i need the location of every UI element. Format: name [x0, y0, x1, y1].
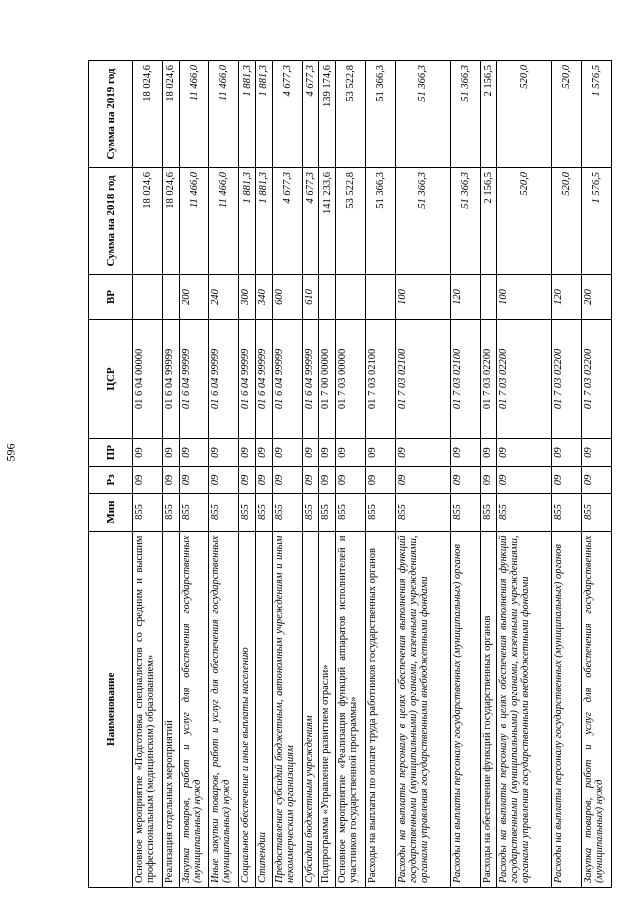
cell-sum-2019: 51 366,3: [450, 61, 480, 168]
cell-rz: 09: [133, 467, 163, 493]
cell-csr: 01 6 04 99999: [272, 320, 302, 439]
cell-sum-2019: 11 466,0: [209, 61, 239, 168]
cell-csr: 01 7 03 00000: [336, 320, 366, 439]
cell-name: Стипендии: [256, 531, 273, 887]
table-row: [395, 61, 450, 888]
cell-rz: 09: [239, 467, 256, 493]
cell-vr: [162, 274, 179, 319]
cell-sum-2019: 53 522,8: [336, 61, 366, 168]
table-row: [209, 61, 239, 888]
cell-pr: 09: [302, 438, 319, 467]
cell-csr: 01 7 03 02200: [552, 320, 582, 439]
cell-csr: 01 6 04 99999: [162, 320, 179, 439]
cell-csr: 01 6 04 99999: [256, 320, 273, 439]
cell-sum-2018: 51 366,3: [365, 167, 395, 274]
cell-name: Иные закупки товаров, работ и услуг для обеспечения государственных (муниципальных) нужд: [209, 531, 239, 887]
cell-sum-2018: 11 466,0: [179, 167, 209, 274]
cell-sum-2019: 51 366,3: [365, 61, 395, 168]
cell-sum-2019: 520,0: [497, 61, 552, 168]
cell-sum-2019: 1 881,3: [239, 61, 256, 168]
cell-sum-2018: 2 156,5: [480, 167, 497, 274]
cell-rz: 09: [179, 467, 209, 493]
table-row: [480, 61, 497, 888]
cell-sum-2019: 4 677,3: [272, 61, 302, 168]
cell-vr: [319, 274, 336, 319]
cell-sum-2018: 11 466,0: [209, 167, 239, 274]
cell-min: 855: [133, 493, 163, 531]
cell-vr: 200: [582, 274, 612, 319]
cell-min: 855: [302, 493, 319, 531]
cell-csr: 01 6 04 99999: [239, 320, 256, 439]
table-body: [133, 61, 612, 888]
cell-pr: 09: [162, 438, 179, 467]
header-min: Мин: [89, 493, 133, 531]
cell-rz: 09: [319, 467, 336, 493]
cell-pr: 09: [365, 438, 395, 467]
table-row: [336, 61, 366, 888]
table-header-row: [89, 61, 133, 888]
cell-name: Расходы на обеспечение функций государственных органов: [480, 531, 497, 887]
cell-name: Расходы на выплаты по оплате труда работников государственных органов: [365, 531, 395, 887]
cell-rz: 09: [395, 467, 450, 493]
cell-sum-2018: 1 576,5: [582, 167, 612, 274]
table-row: [256, 61, 273, 888]
header-pr: ПР: [89, 438, 133, 467]
cell-pr: 09: [319, 438, 336, 467]
cell-name: Реализация отдельных мероприятий: [162, 531, 179, 887]
cell-pr: 09: [450, 438, 480, 467]
table-row: [239, 61, 256, 888]
table-row: [552, 61, 582, 888]
cell-pr: 09: [552, 438, 582, 467]
cell-sum-2019: 18 024,6: [162, 61, 179, 168]
cell-rz: 09: [480, 467, 497, 493]
cell-min: 855: [162, 493, 179, 531]
cell-sum-2019: 520,0: [552, 61, 582, 168]
table-row: [582, 61, 612, 888]
cell-sum-2018: 1 881,3: [239, 167, 256, 274]
header-sum-2018: Сумма на 2018 год: [89, 167, 133, 274]
cell-name: Социальное обеспечение и иные выплаты населению: [239, 531, 256, 887]
cell-min: 855: [450, 493, 480, 531]
cell-rz: 09: [209, 467, 239, 493]
cell-vr: 610: [302, 274, 319, 319]
cell-sum-2019: 1 576,5: [582, 61, 612, 168]
cell-csr: 01 7 03 02200: [582, 320, 612, 439]
cell-csr: 01 7 00 00000: [319, 320, 336, 439]
cell-rz: 09: [365, 467, 395, 493]
cell-name: Расходы на выплаты персоналу государственных (муниципальных) органов: [552, 531, 582, 887]
cell-sum-2018: 18 024,6: [133, 167, 163, 274]
cell-min: 855: [552, 493, 582, 531]
cell-pr: 09: [209, 438, 239, 467]
cell-csr: 01 7 03 02200: [480, 320, 497, 439]
cell-rz: 09: [162, 467, 179, 493]
cell-sum-2019: 18 024,6: [133, 61, 163, 168]
cell-min: 855: [272, 493, 302, 531]
table-row: [319, 61, 336, 888]
cell-vr: 340: [256, 274, 273, 319]
cell-csr: 01 6 04 99999: [179, 320, 209, 439]
cell-pr: 09: [395, 438, 450, 467]
cell-vr: 300: [239, 274, 256, 319]
cell-rz: 09: [552, 467, 582, 493]
cell-csr: 01 7 03 02100: [395, 320, 450, 439]
cell-vr: 200: [179, 274, 209, 319]
cell-min: 855: [365, 493, 395, 531]
cell-name: Подпрограмма «Управление развитием отрасли»: [319, 531, 336, 887]
cell-vr: 100: [497, 274, 552, 319]
table-row: [497, 61, 552, 888]
cell-pr: 09: [133, 438, 163, 467]
cell-sum-2018: 51 366,3: [450, 167, 480, 274]
cell-sum-2018: 4 677,3: [272, 167, 302, 274]
cell-vr: [480, 274, 497, 319]
header-sum-2019: Сумма на 2019 год: [89, 61, 133, 168]
cell-vr: 240: [209, 274, 239, 319]
cell-sum-2019: 1 881,3: [256, 61, 273, 168]
cell-sum-2019: 51 366,3: [395, 61, 450, 168]
cell-name: Закупка товаров, работ и услуг для обеспечения государственных (муниципальных) нужд: [582, 531, 612, 887]
cell-vr: 120: [552, 274, 582, 319]
budget-table: [88, 60, 612, 888]
cell-min: 855: [256, 493, 273, 531]
cell-pr: 09: [272, 438, 302, 467]
rotated-table-wrapper: [88, 60, 612, 888]
cell-pr: 09: [336, 438, 366, 467]
cell-vr: 100: [395, 274, 450, 319]
page-number-margin: [0, 0, 22, 905]
cell-vr: [365, 274, 395, 319]
cell-sum-2019: 4 677,3: [302, 61, 319, 168]
cell-name: Расходы на выплаты персоналу в целях обеспечения выполнения функций государственными (муниципальными) органами, казенными учреждениями, органами управления государственными внебюджетными фондами: [497, 531, 552, 887]
cell-csr: 01 7 03 02100: [365, 320, 395, 439]
header-name: Наименование: [89, 531, 133, 887]
cell-name: Субсидии бюджетным учреждениям: [302, 531, 319, 887]
cell-pr: 09: [179, 438, 209, 467]
cell-min: 855: [480, 493, 497, 531]
cell-rz: 09: [497, 467, 552, 493]
cell-min: 855: [336, 493, 366, 531]
cell-min: 855: [209, 493, 239, 531]
cell-rz: 09: [582, 467, 612, 493]
page-number: 596: [3, 443, 18, 462]
cell-name: Закупка товаров, работ и услуг для обеспечения государственных (муниципальных) нужд: [179, 531, 209, 887]
cell-name: Предоставление субсидий бюджетным, автономным учреждениям и иным некоммерческим организациям: [272, 531, 302, 887]
cell-csr: 01 6 04 00000: [133, 320, 163, 439]
cell-csr: 01 6 04 99999: [302, 320, 319, 439]
table-row: [162, 61, 179, 888]
cell-name: Расходы на выплаты персоналу в целях обеспечения выполнения функций государственными (муниципальными) органами, казенными учреждениями, органами управления государственными внебюджетными фондами: [395, 531, 450, 887]
table-row: [179, 61, 209, 888]
cell-sum-2019: 2 156,5: [480, 61, 497, 168]
cell-min: 855: [239, 493, 256, 531]
cell-rz: 09: [272, 467, 302, 493]
cell-sum-2019: 11 466,0: [179, 61, 209, 168]
cell-rz: 09: [336, 467, 366, 493]
cell-vr: [336, 274, 366, 319]
table-row: [272, 61, 302, 888]
cell-sum-2018: 141 233,6: [319, 167, 336, 274]
cell-min: 855: [319, 493, 336, 531]
cell-sum-2018: 520,0: [497, 167, 552, 274]
cell-vr: 120: [450, 274, 480, 319]
cell-sum-2018: 18 024,6: [162, 167, 179, 274]
table-row: [365, 61, 395, 888]
cell-sum-2018: 1 881,3: [256, 167, 273, 274]
cell-rz: 09: [450, 467, 480, 493]
table-row: [302, 61, 319, 888]
cell-name: Основное мероприятие «Подготовка специалистов со средним и высшим профессиональным (медицинским) образованием»: [133, 531, 163, 887]
cell-csr: 01 7 03 02200: [497, 320, 552, 439]
cell-pr: 09: [256, 438, 273, 467]
cell-min: 855: [497, 493, 552, 531]
cell-pr: 09: [239, 438, 256, 467]
table-row: [450, 61, 480, 888]
cell-pr: 09: [480, 438, 497, 467]
cell-rz: 09: [256, 467, 273, 493]
cell-vr: [133, 274, 163, 319]
cell-pr: 09: [582, 438, 612, 467]
header-rz: Рз: [89, 467, 133, 493]
cell-name: Основное мероприятие «Реализация функций аппаратов исполнителей и участников государственной программы»: [336, 531, 366, 887]
cell-min: 855: [582, 493, 612, 531]
header-csr: ЦСР: [89, 320, 133, 439]
header-vr: ВР: [89, 274, 133, 319]
table-row: [133, 61, 163, 888]
cell-csr: 01 6 04 99999: [209, 320, 239, 439]
cell-csr: 01 7 03 02100: [450, 320, 480, 439]
cell-sum-2019: 139 174,6: [319, 61, 336, 168]
cell-sum-2018: 4 677,3: [302, 167, 319, 274]
cell-min: 855: [179, 493, 209, 531]
cell-name: Расходы на выплаты персоналу государственных (муниципальных) органов: [450, 531, 480, 887]
cell-sum-2018: 520,0: [552, 167, 582, 274]
cell-pr: 09: [497, 438, 552, 467]
cell-sum-2018: 53 522,8: [336, 167, 366, 274]
cell-sum-2018: 51 366,3: [395, 167, 450, 274]
cell-min: 855: [395, 493, 450, 531]
cell-rz: 09: [302, 467, 319, 493]
cell-vr: 600: [272, 274, 302, 319]
